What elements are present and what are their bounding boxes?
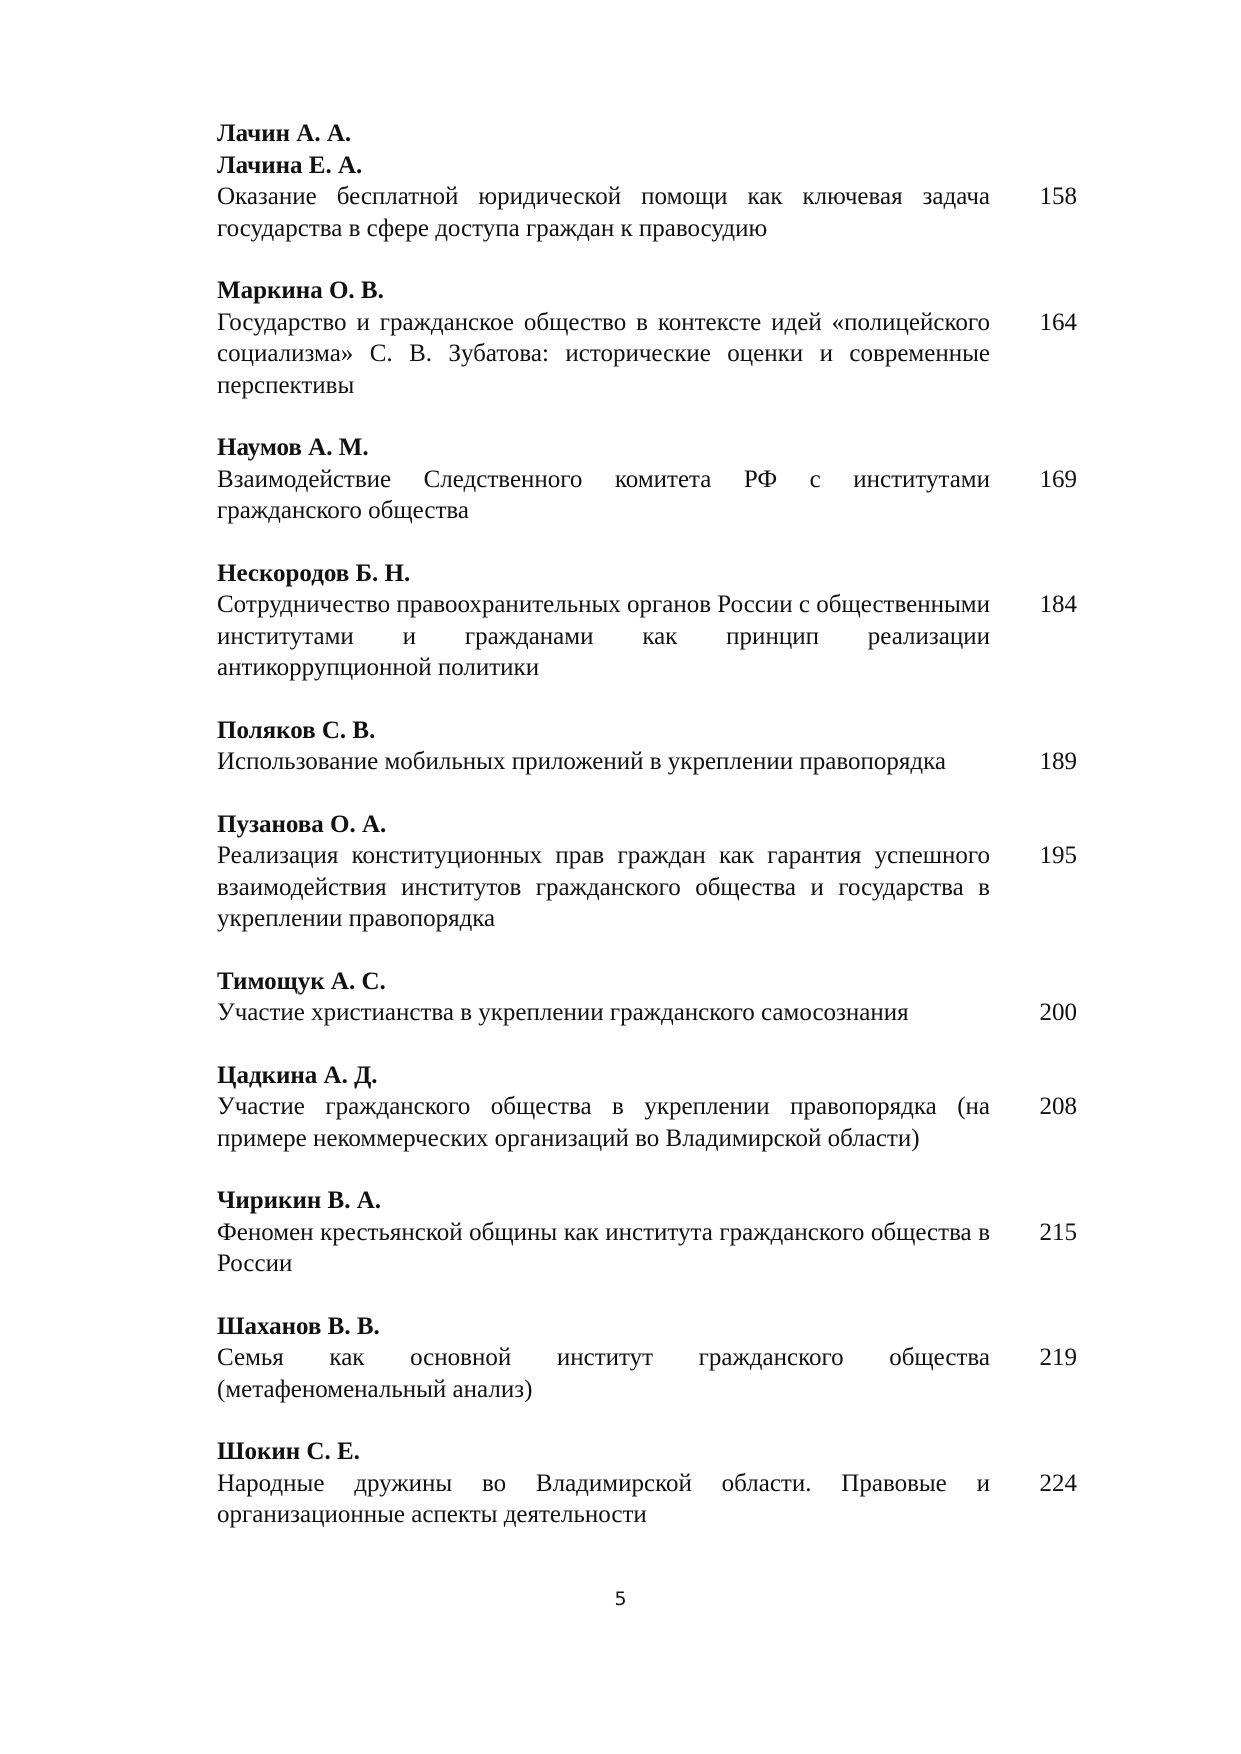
entry-title: Государство и гражданское общество в контексте идей «полицейского социализма» С. В. Зубатова: исторические оценки и современные перспективы <box>217 308 990 399</box>
entry-title: Оказание бесплатной юридической помощи как ключевая задача государства в сфере доступа граждан к правосудию <box>217 183 990 242</box>
entry-author: Цадкина А. Д. <box>217 1061 378 1089</box>
entry-row <box>217 464 1077 527</box>
entry-row <box>217 1342 1077 1405</box>
toc-entry <box>217 432 1077 527</box>
entry-page-number: 158 <box>1039 183 1077 210</box>
entry-author: Тимощук А. С. <box>217 967 386 995</box>
entry-page-number: 200 <box>1039 999 1077 1026</box>
entry-title: Сотрудничество правоохранительных органов России с общественными институтами и гражданами как принцип реализации антикоррупционной политики <box>217 591 990 681</box>
toc-entry <box>217 809 1077 935</box>
entry-page-number: 219 <box>1039 1344 1077 1371</box>
entry-title: Семья как основной институт гражданского общества (метафеноменальный анализ) <box>217 1344 990 1403</box>
entry-title: Участие гражданского общества в укреплении правопорядка (на примере некоммерческих организаций во Владимирской области) <box>217 1093 990 1152</box>
entry-author: Шаханов В. В. <box>217 1312 380 1340</box>
toc-entry <box>217 1185 1077 1280</box>
entry-author: Чирикин В. А. <box>217 1187 382 1214</box>
entry-title: Реализация конституционных прав граждан как гарантия успешного взаимодействия институтов гражданского общества и государства в укреплении правопорядка <box>217 842 990 932</box>
entry-row <box>217 1468 1077 1531</box>
toc-entry <box>217 558 1077 684</box>
entry-author: Маркина О. В. <box>217 277 384 304</box>
entry-row <box>217 589 1077 684</box>
entry-page-number: 195 <box>1039 842 1077 869</box>
entry-page-number: 164 <box>1039 308 1077 336</box>
entry-page-number: 215 <box>1039 1218 1077 1246</box>
entry-author: Лачин А. А. <box>217 120 352 147</box>
table-of-contents <box>217 118 1077 1562</box>
entry-title: Взаимодействие Следственного комитета РФ с институтами гражданского общества <box>217 465 990 524</box>
toc-entry <box>217 1060 1077 1155</box>
entry-row <box>217 746 1077 778</box>
entry-page-number: 169 <box>1039 465 1077 493</box>
page-number: 5 <box>614 1588 627 1610</box>
entry-title: Участие христианства в укреплении гражданского самосознания <box>217 999 909 1026</box>
entry-row <box>217 1091 1077 1154</box>
entry-row <box>217 181 1077 244</box>
entry-author: Поляков С. В. <box>217 716 376 744</box>
toc-entry <box>217 966 1077 1029</box>
toc-entry <box>217 1436 1077 1531</box>
entry-author: Лачина Е. А. <box>217 151 363 179</box>
entry-author: Шокин С. Е. <box>217 1438 360 1465</box>
entry-row <box>217 1217 1077 1280</box>
entry-title: Использование мобильных приложений в укреплении правопорядка <box>217 748 946 775</box>
entry-page-number: 224 <box>1039 1469 1077 1497</box>
toc-entry <box>217 1311 1077 1406</box>
toc-entry <box>217 275 1077 401</box>
toc-entry <box>217 715 1077 778</box>
entry-row <box>217 997 1077 1029</box>
entry-author: Наумов А. М. <box>217 434 369 461</box>
entry-page-number: 208 <box>1039 1093 1077 1120</box>
entry-page-number: 184 <box>1039 591 1077 618</box>
entry-author: Пузанова О. А. <box>217 810 387 838</box>
entry-row <box>217 307 1077 402</box>
entry-title: Народные дружины во Владимирской области. Правовые и организационные аспекты деятельности <box>217 1469 990 1528</box>
entry-title: Феномен крестьянской общины как института гражданского общества в России <box>217 1218 990 1277</box>
entry-author: Нескородов Б. Н. <box>217 559 411 587</box>
entry-row <box>217 840 1077 935</box>
toc-entry <box>217 118 1077 244</box>
entry-page-number: 189 <box>1039 748 1077 775</box>
